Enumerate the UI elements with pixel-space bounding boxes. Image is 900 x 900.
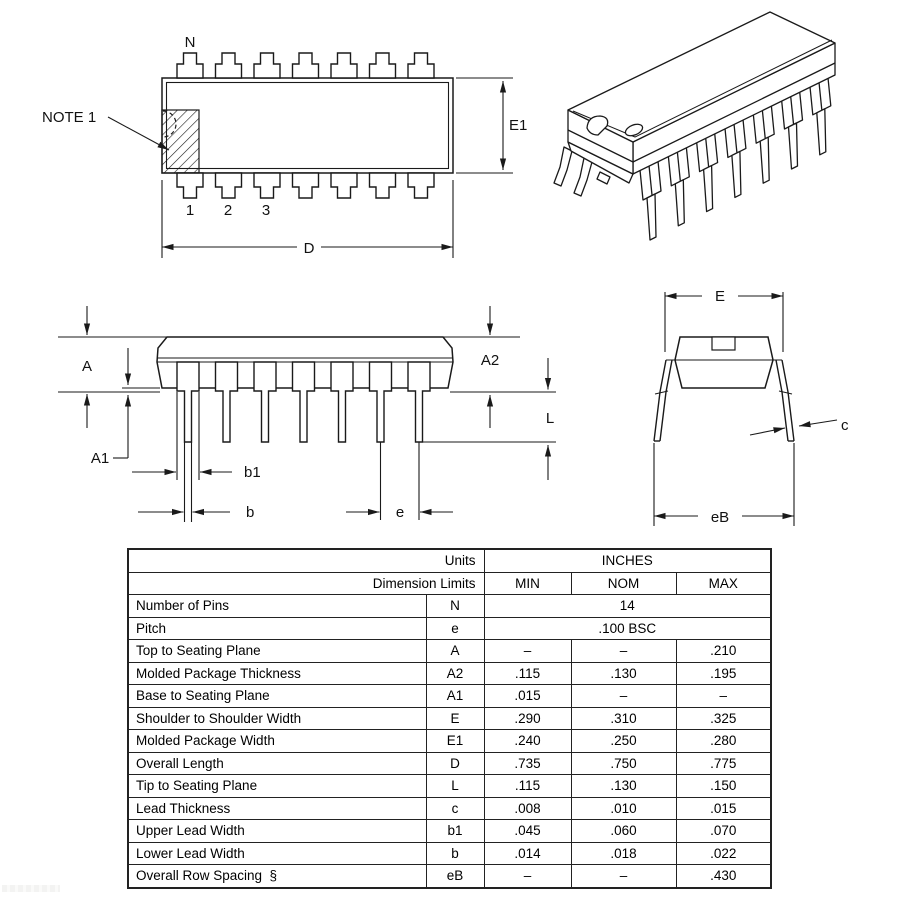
dim-nom: – bbox=[571, 640, 676, 663]
dim-min: .015 bbox=[484, 685, 571, 708]
l-label: L bbox=[545, 410, 555, 427]
dim-value: .100 BSC bbox=[484, 617, 771, 640]
dim-nom: – bbox=[571, 685, 676, 708]
side-view-drawing bbox=[20, 288, 580, 540]
col-header-max: MAX bbox=[676, 572, 771, 595]
dim-min: .735 bbox=[484, 752, 571, 775]
dim-symbol: E1 bbox=[426, 730, 484, 753]
dim-symbol: A1 bbox=[426, 685, 484, 708]
dim-label: Tip to Seating Plane bbox=[128, 775, 426, 798]
dim-nom: .750 bbox=[571, 752, 676, 775]
dim-min: – bbox=[484, 865, 571, 888]
dim-min: .014 bbox=[484, 842, 571, 865]
b-label: b bbox=[246, 504, 255, 521]
bottom-pin-row bbox=[177, 173, 434, 198]
dim-label: Overall Length bbox=[128, 752, 426, 775]
table-header-limits-row bbox=[128, 572, 771, 595]
e-label: e bbox=[395, 504, 405, 521]
dim-symbol: D bbox=[426, 752, 484, 775]
a1-label: A1 bbox=[90, 450, 110, 467]
dim-label: Lead Thickness bbox=[128, 797, 426, 820]
end-view-drawing bbox=[590, 280, 900, 542]
dim-symbol: A2 bbox=[426, 662, 484, 685]
dim-nom: .010 bbox=[571, 797, 676, 820]
table-row bbox=[128, 730, 771, 753]
pin-number-3: 3 bbox=[261, 202, 271, 219]
dim-max: .070 bbox=[676, 820, 771, 843]
dim-min: .045 bbox=[484, 820, 571, 843]
dim-symbol: b1 bbox=[426, 820, 484, 843]
dim-label: Shoulder to Shoulder Width bbox=[128, 707, 426, 730]
dimension-limits-label: Dimension Limits bbox=[128, 572, 484, 595]
c-label: c bbox=[841, 417, 849, 434]
dim-nom: .250 bbox=[571, 730, 676, 753]
dim-symbol: N bbox=[426, 595, 484, 618]
table-row bbox=[128, 685, 771, 708]
dim-label: Lower Lead Width bbox=[128, 842, 426, 865]
table-header-units-row bbox=[128, 549, 771, 572]
side-view-leads bbox=[177, 362, 430, 442]
dim-label: Molded Package Thickness bbox=[128, 662, 426, 685]
faint-watermark bbox=[2, 885, 60, 892]
end-view-notch bbox=[712, 337, 735, 350]
dim-nom: .060 bbox=[571, 820, 676, 843]
table-row bbox=[128, 662, 771, 685]
eb-label: eB bbox=[710, 509, 730, 526]
dim-value: 14 bbox=[484, 595, 771, 618]
a-label: A bbox=[81, 358, 93, 375]
dim-symbol: E bbox=[426, 707, 484, 730]
d-label: D bbox=[303, 240, 315, 257]
package-body-side-view bbox=[157, 337, 453, 442]
dim-min: – bbox=[484, 640, 571, 663]
dim-label: Overall Row Spacing § bbox=[128, 865, 426, 888]
isometric-dip-package bbox=[554, 12, 835, 240]
dim-max: .280 bbox=[676, 730, 771, 753]
table-row bbox=[128, 640, 771, 663]
dim-nom: .310 bbox=[571, 707, 676, 730]
dim-min: .008 bbox=[484, 797, 571, 820]
b1-label: b1 bbox=[244, 464, 261, 481]
table-row bbox=[128, 775, 771, 798]
dim-max: .015 bbox=[676, 797, 771, 820]
table-row bbox=[128, 865, 771, 888]
a2-label: A2 bbox=[480, 352, 500, 369]
pin-number-2: 2 bbox=[223, 202, 233, 219]
dim-max: .325 bbox=[676, 707, 771, 730]
note1-leader-line bbox=[108, 117, 169, 150]
dim-symbol: eB bbox=[426, 865, 484, 888]
e1-label: E1 bbox=[509, 117, 528, 134]
dim-symbol: e bbox=[426, 617, 484, 640]
dim-nom: .130 bbox=[571, 662, 676, 685]
dim-symbol: A bbox=[426, 640, 484, 663]
dim-symbol: L bbox=[426, 775, 484, 798]
dim-symbol: b bbox=[426, 842, 484, 865]
dim-min: .290 bbox=[484, 707, 571, 730]
col-header-nom: NOM bbox=[571, 572, 676, 595]
dimensions-table bbox=[127, 548, 772, 889]
top-pin-row bbox=[177, 53, 434, 78]
dim-max: – bbox=[676, 685, 771, 708]
isometric-view-drawing bbox=[550, 0, 900, 258]
dim-nom: .130 bbox=[571, 775, 676, 798]
dim-max: .150 bbox=[676, 775, 771, 798]
dim-label: Top to Seating Plane bbox=[128, 640, 426, 663]
pin-number-1: 1 bbox=[185, 202, 195, 219]
dim-label: Pitch bbox=[128, 617, 426, 640]
units-label: Units bbox=[128, 549, 484, 572]
table-row bbox=[128, 797, 771, 820]
dim-max: .195 bbox=[676, 662, 771, 685]
dim-max: .210 bbox=[676, 640, 771, 663]
end-view-dimensions bbox=[654, 292, 837, 526]
dim-symbol: c bbox=[426, 797, 484, 820]
col-header-min: MIN bbox=[484, 572, 571, 595]
end-view-labels bbox=[711, 288, 849, 526]
dim-label: Upper Lead Width bbox=[128, 820, 426, 843]
dim-label: Number of Pins bbox=[128, 595, 426, 618]
table-row bbox=[128, 820, 771, 843]
dim-max: .775 bbox=[676, 752, 771, 775]
package-body-end-view bbox=[654, 337, 794, 441]
pin-count-label: N bbox=[184, 34, 196, 51]
dim-nom: – bbox=[571, 865, 676, 888]
dim-min: .115 bbox=[484, 662, 571, 685]
table-row bbox=[128, 595, 771, 618]
table-row bbox=[128, 617, 771, 640]
body-bottom-tab bbox=[597, 172, 610, 184]
top-view-drawing bbox=[0, 0, 545, 275]
dim-label: Base to Seating Plane bbox=[128, 685, 426, 708]
e-width-label: E bbox=[714, 288, 726, 305]
dim-max: .022 bbox=[676, 842, 771, 865]
pin1-index-hatch bbox=[162, 110, 199, 173]
dim-label: Molded Package Width bbox=[128, 730, 426, 753]
dim-nom: .018 bbox=[571, 842, 676, 865]
table-row bbox=[128, 842, 771, 865]
dim-min: .115 bbox=[484, 775, 571, 798]
package-body-top-view bbox=[162, 53, 453, 198]
units-value: INCHES bbox=[484, 549, 771, 572]
dim-min: .240 bbox=[484, 730, 571, 753]
table-row bbox=[128, 707, 771, 730]
table-row bbox=[128, 752, 771, 775]
dim-max: .430 bbox=[676, 865, 771, 888]
note1-label: NOTE 1 bbox=[42, 109, 97, 126]
